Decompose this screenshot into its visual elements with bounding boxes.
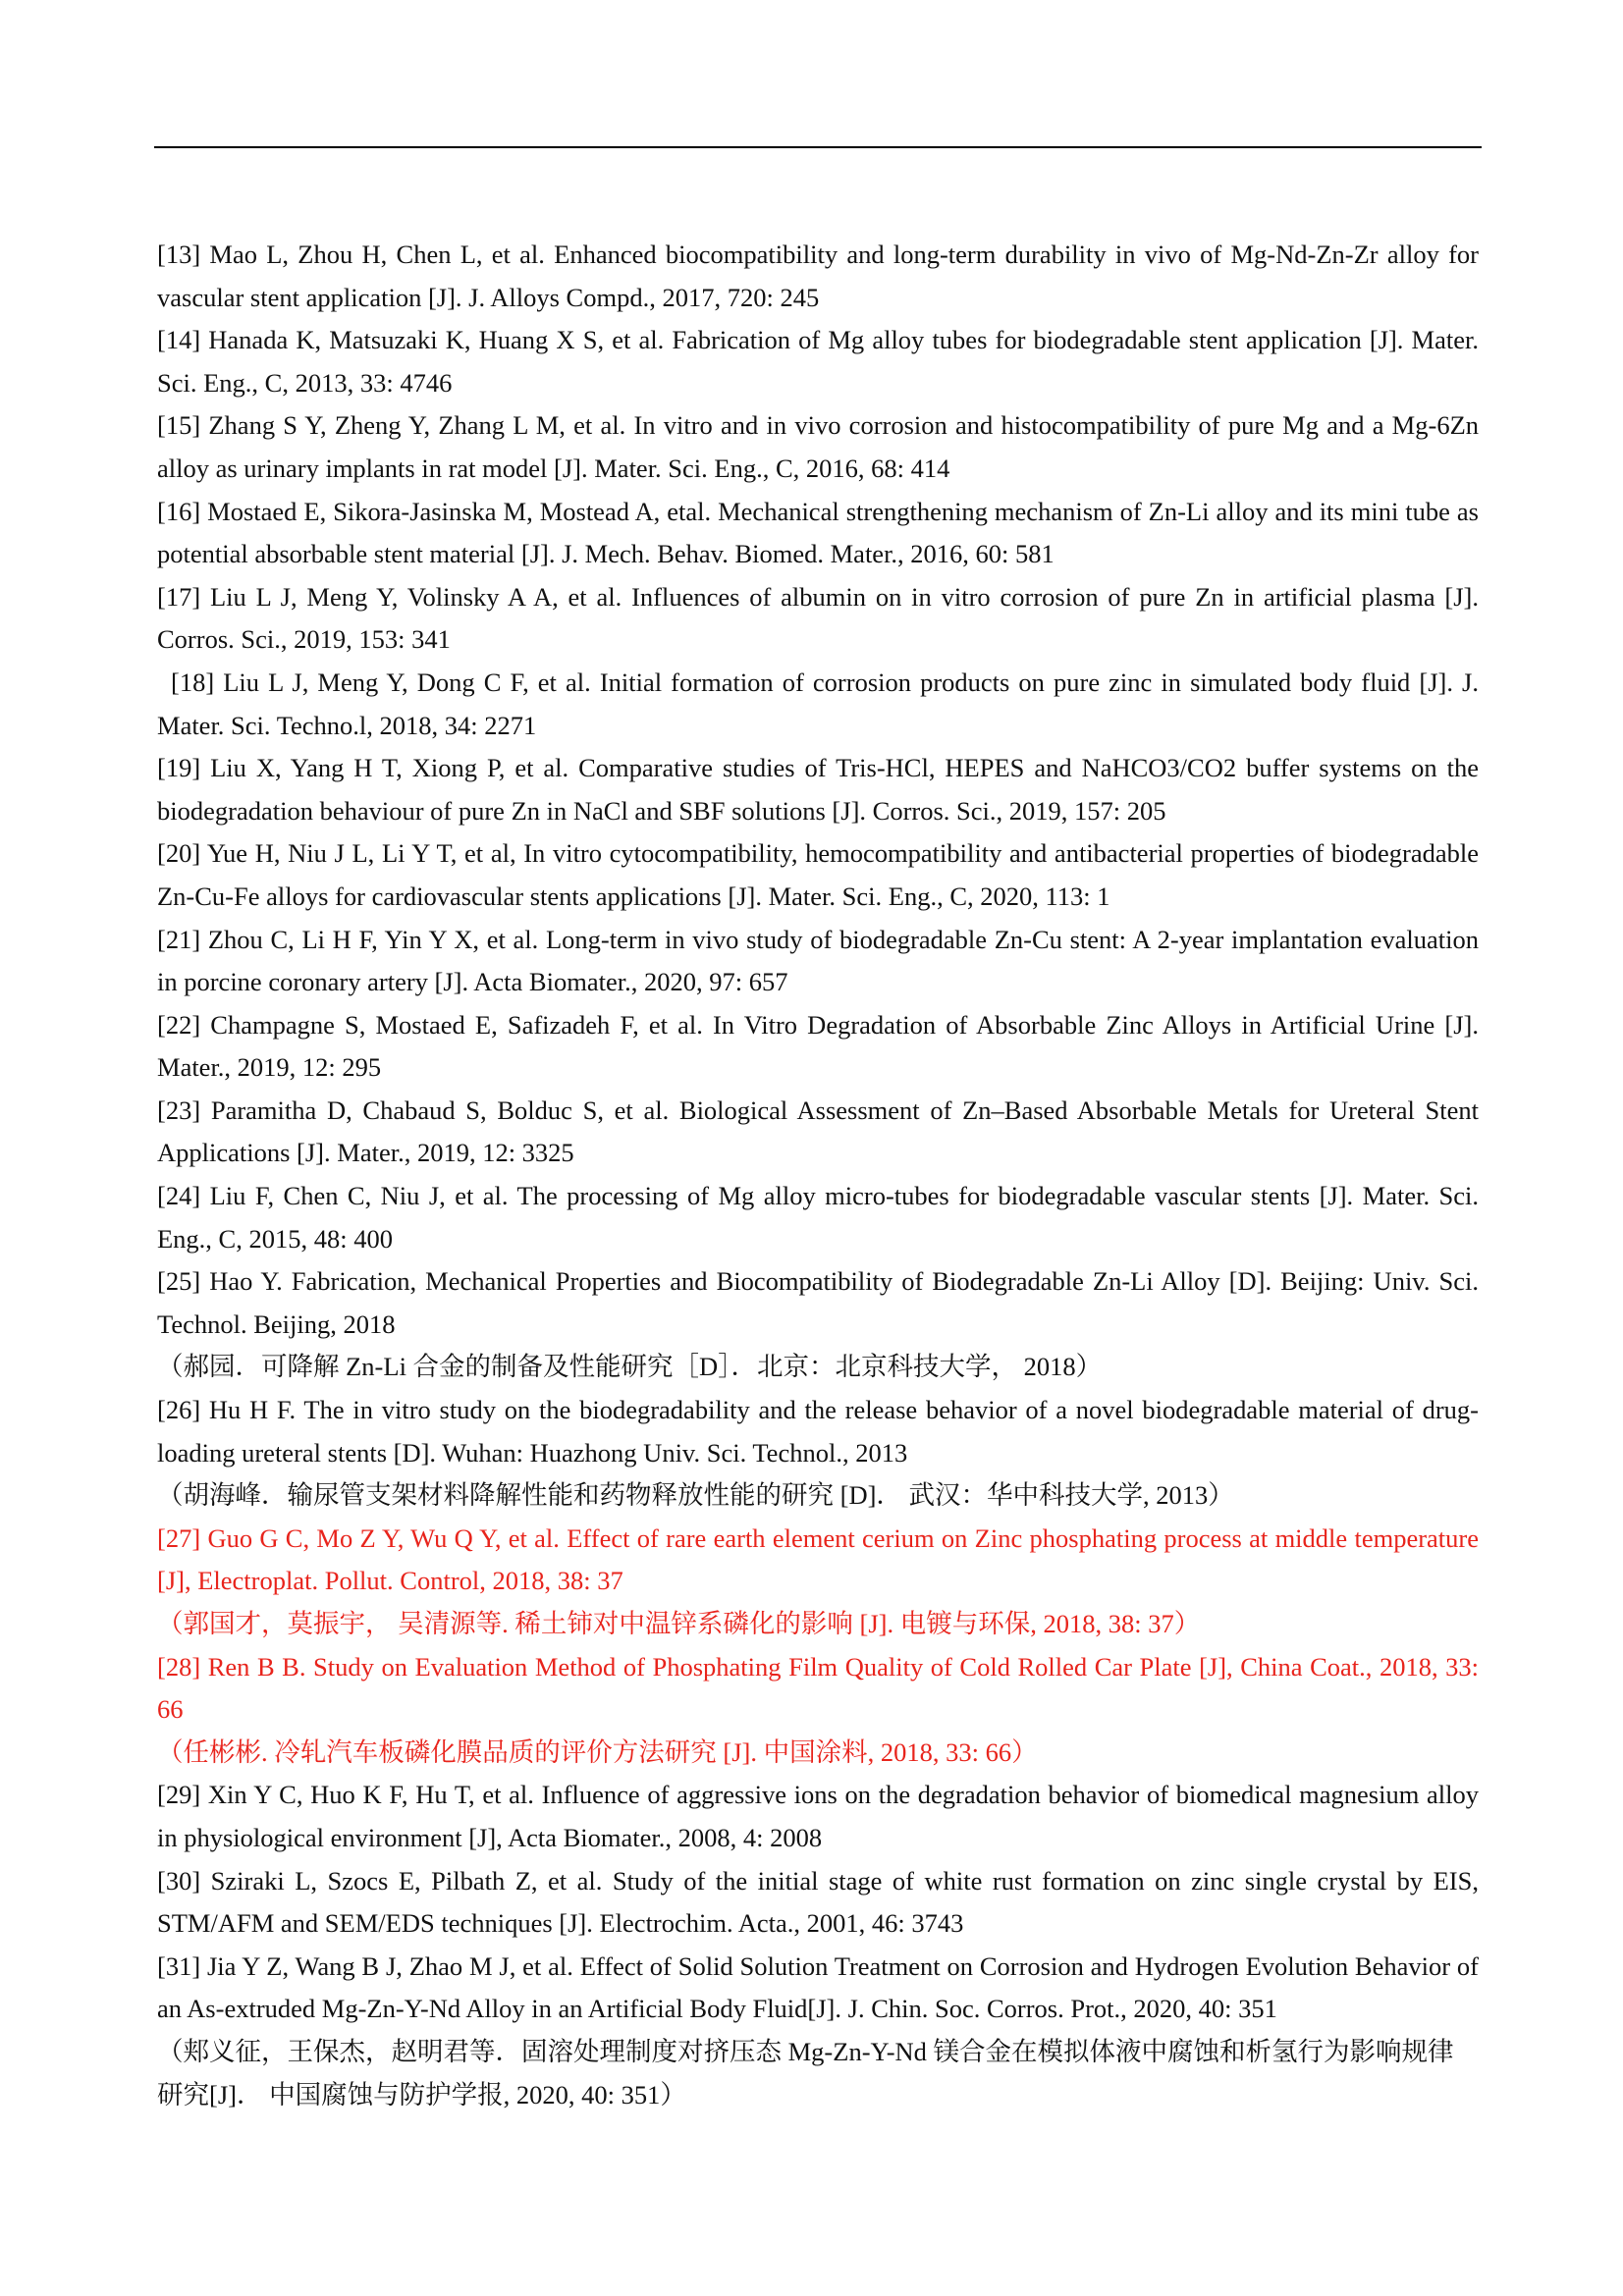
reference-28: [28] Ren B B. Study on Evaluation Method of Phosphating Film Quality of Cold Rolled Car Plate [J], China Coat., 2018, 33: 66: [157, 1651, 1479, 1725]
reference-13: [13] Mao L, Zhou H, Chen L, et al. Enhanced biocompatibility and long-term durability in vivo of Mg-Nd-Zn-Zr alloy for vascular stent application [J]. J. Alloys Compd., 2017, 720: 245: [157, 240, 1479, 312]
reference-19: [19] Liu X, Yang H T, Xiong P, et al. Comparative studies of Tris-HCl, HEPES and NaHCO3/CO2 buffer systems on the biodegradation behaviour of pure Zn in NaCl and SBF solutions [J]. Corros. Sci., 2019, 157: 205: [157, 753, 1479, 826]
reference-15: [15] Zhang S Y, Zheng Y, Zhang L M, et al. In vitro and in vivo corrosion and histocompatibility of pure Mg and a Mg-6Zn alloy as urinary implants in rat model [J]. Mater. Sci. Eng., C, 2016, 68: 414: [157, 410, 1479, 483]
reference-14: [14] Hanada K, Matsuzaki K, Huang X S, et al. Fabrication of Mg alloy tubes for biodegradable stent application [J]. Mater. Sci. Eng., C, 2013, 33: 4746: [157, 325, 1479, 398]
reference-20: [20] Yue H, Niu J L, Li Y T, et al, In vitro cytocompatibility, hemocompatibility and antibacterial properties of biodegradable Zn-Cu-Fe alloys for cardiovascular stents applications [J]. Mater. Sci. Eng., C, 2020, 113: 1: [157, 838, 1479, 911]
reference-28-chinese: （任彬彬. 冷轧汽车板磷化膜品质的评价方法研究 [J]. 中国涂料, 2018, 33: 66）: [157, 1736, 1038, 1767]
reference-23: [23] Paramitha D, Chabaud S, Bolduc S, et al. Biological Assessment of Zn–Based Absorbable Metals for Ureteral Stent Applications [J]. Mater., 2019, 12: 3325: [157, 1095, 1479, 1168]
reference-26: [26] Hu H F. The in vitro study on the biodegradability and the release behavior of a novel biodegradable material of drug-loading ureteral stents [D]. Wuhan: Huazhong Univ. Sci. Technol., 2013: [157, 1395, 1479, 1468]
reference-16: [16] Mostaed E, Sikora-Jasinska M, Mostead A, etal. Mechanical strengthening mechanism of Zn-Li alloy and its mini tube as potential absorbable stent material [J]. J. Mech. Behav. Biomed. Mater., 2016, 60: 581: [157, 496, 1479, 569]
reference-list: [157, 234, 1479, 2116]
reference-21: [21] Zhou C, Li H F, Yin Y X, et al. Long-term in vivo study of biodegradable Zn-Cu stent: A 2-year implantation evaluation in porcine coronary artery [J]. Acta Biomater., 2020, 97: 657: [157, 924, 1479, 997]
reference-26-chinese: （胡海峰．输尿管支架材料降解性能和药物释放性能的研究 [D]． 武汉：华中科技大学, 2013）: [157, 1480, 1234, 1511]
reference-18: [18] Liu L J, Meng Y, Dong C F, et al. Initial formation of corrosion products on pure zinc in simulated body fluid [J]. J. Mater. Sci. Techno.l, 2018, 34: 2271: [157, 667, 1479, 740]
reference-17: [17] Liu L J, Meng Y, Volinsky A A, et al. Influences of albumin on in vitro corrosion of pure Zn in artificial plasma [J]. Corros. Sci., 2019, 153: 341: [157, 581, 1479, 655]
reference-31-chinese: （郏义征，王保杰，赵明君等．固溶处理制度对挤压态 Mg-Zn-Y-Nd 镁合金在模拟体液中腐蚀和析氢行为影响规律研究[J]． 中国腐蚀与防护学报, 2020, 40: 351）: [157, 2036, 1454, 2109]
header-rule: [154, 146, 1482, 148]
reference-24: [24] Liu F, Chen C, Niu J, et al. The processing of Mg alloy micro-tubes for biodegradable vascular stents [J]. Mater. Sci. Eng., C, 2015, 48: 400: [157, 1181, 1479, 1254]
reference-25-chinese: （郝园．可降解 Zn-Li 合金的制备及性能研究［D］．北京：北京科技大学， 2018）: [157, 1352, 1103, 1382]
reference-31: [31] Jia Y Z, Wang B J, Zhao M J, et al. Effect of Solid Solution Treatment on Corrosion and Hydrogen Evolution Behavior of an As-extruded Mg-Zn-Y-Nd Alloy in an Artificial Body Fluid[J]. J. Chin. Soc. Corros. Prot., 2020, 40: 351: [157, 1950, 1479, 2024]
reference-30: [30] Sziraki L, Szocs E, Pilbath Z, et al. Study of the initial stage of white rust formation on zinc single crystal by EIS, STM/AFM and SEM/EDS techniques [J]. Electrochim. Acta., 2001, 46: 3743: [157, 1865, 1479, 1939]
reference-27-chinese: （郭国才，莫振宇， 吴清源等. 稀土铈对中温锌系磷化的影响 [J]. 电镀与环保, 2018, 38: 37）: [157, 1609, 1201, 1638]
reference-27: [27] Guo G C, Mo Z Y, Wu Q Y, et al. Effect of rare earth element cerium on Zinc phosphating process at middle temperature [J], Electroplat. Pollut. Control, 2018, 38: 37: [157, 1522, 1479, 1596]
reference-22: [22] Champagne S, Mostaed E, Safizadeh F, et al. In Vitro Degradation of Absorbable Zinc Alloys in Artificial Urine [J]. Mater., 2019, 12: 295: [157, 1009, 1479, 1083]
reference-29: [29] Xin Y C, Huo K F, Hu T, et al. Influence of aggressive ions on the degradation behavior of biomedical magnesium alloy in physiological environment [J], Acta Biomater., 2008, 4: 2008: [157, 1780, 1479, 1852]
reference-25: [25] Hao Y. Fabrication, Mechanical Properties and Biocompatibility of Biodegradable Zn-Li Alloy [D]. Beijing: Univ. Sci. Technol. Beijing, 2018: [157, 1266, 1479, 1339]
